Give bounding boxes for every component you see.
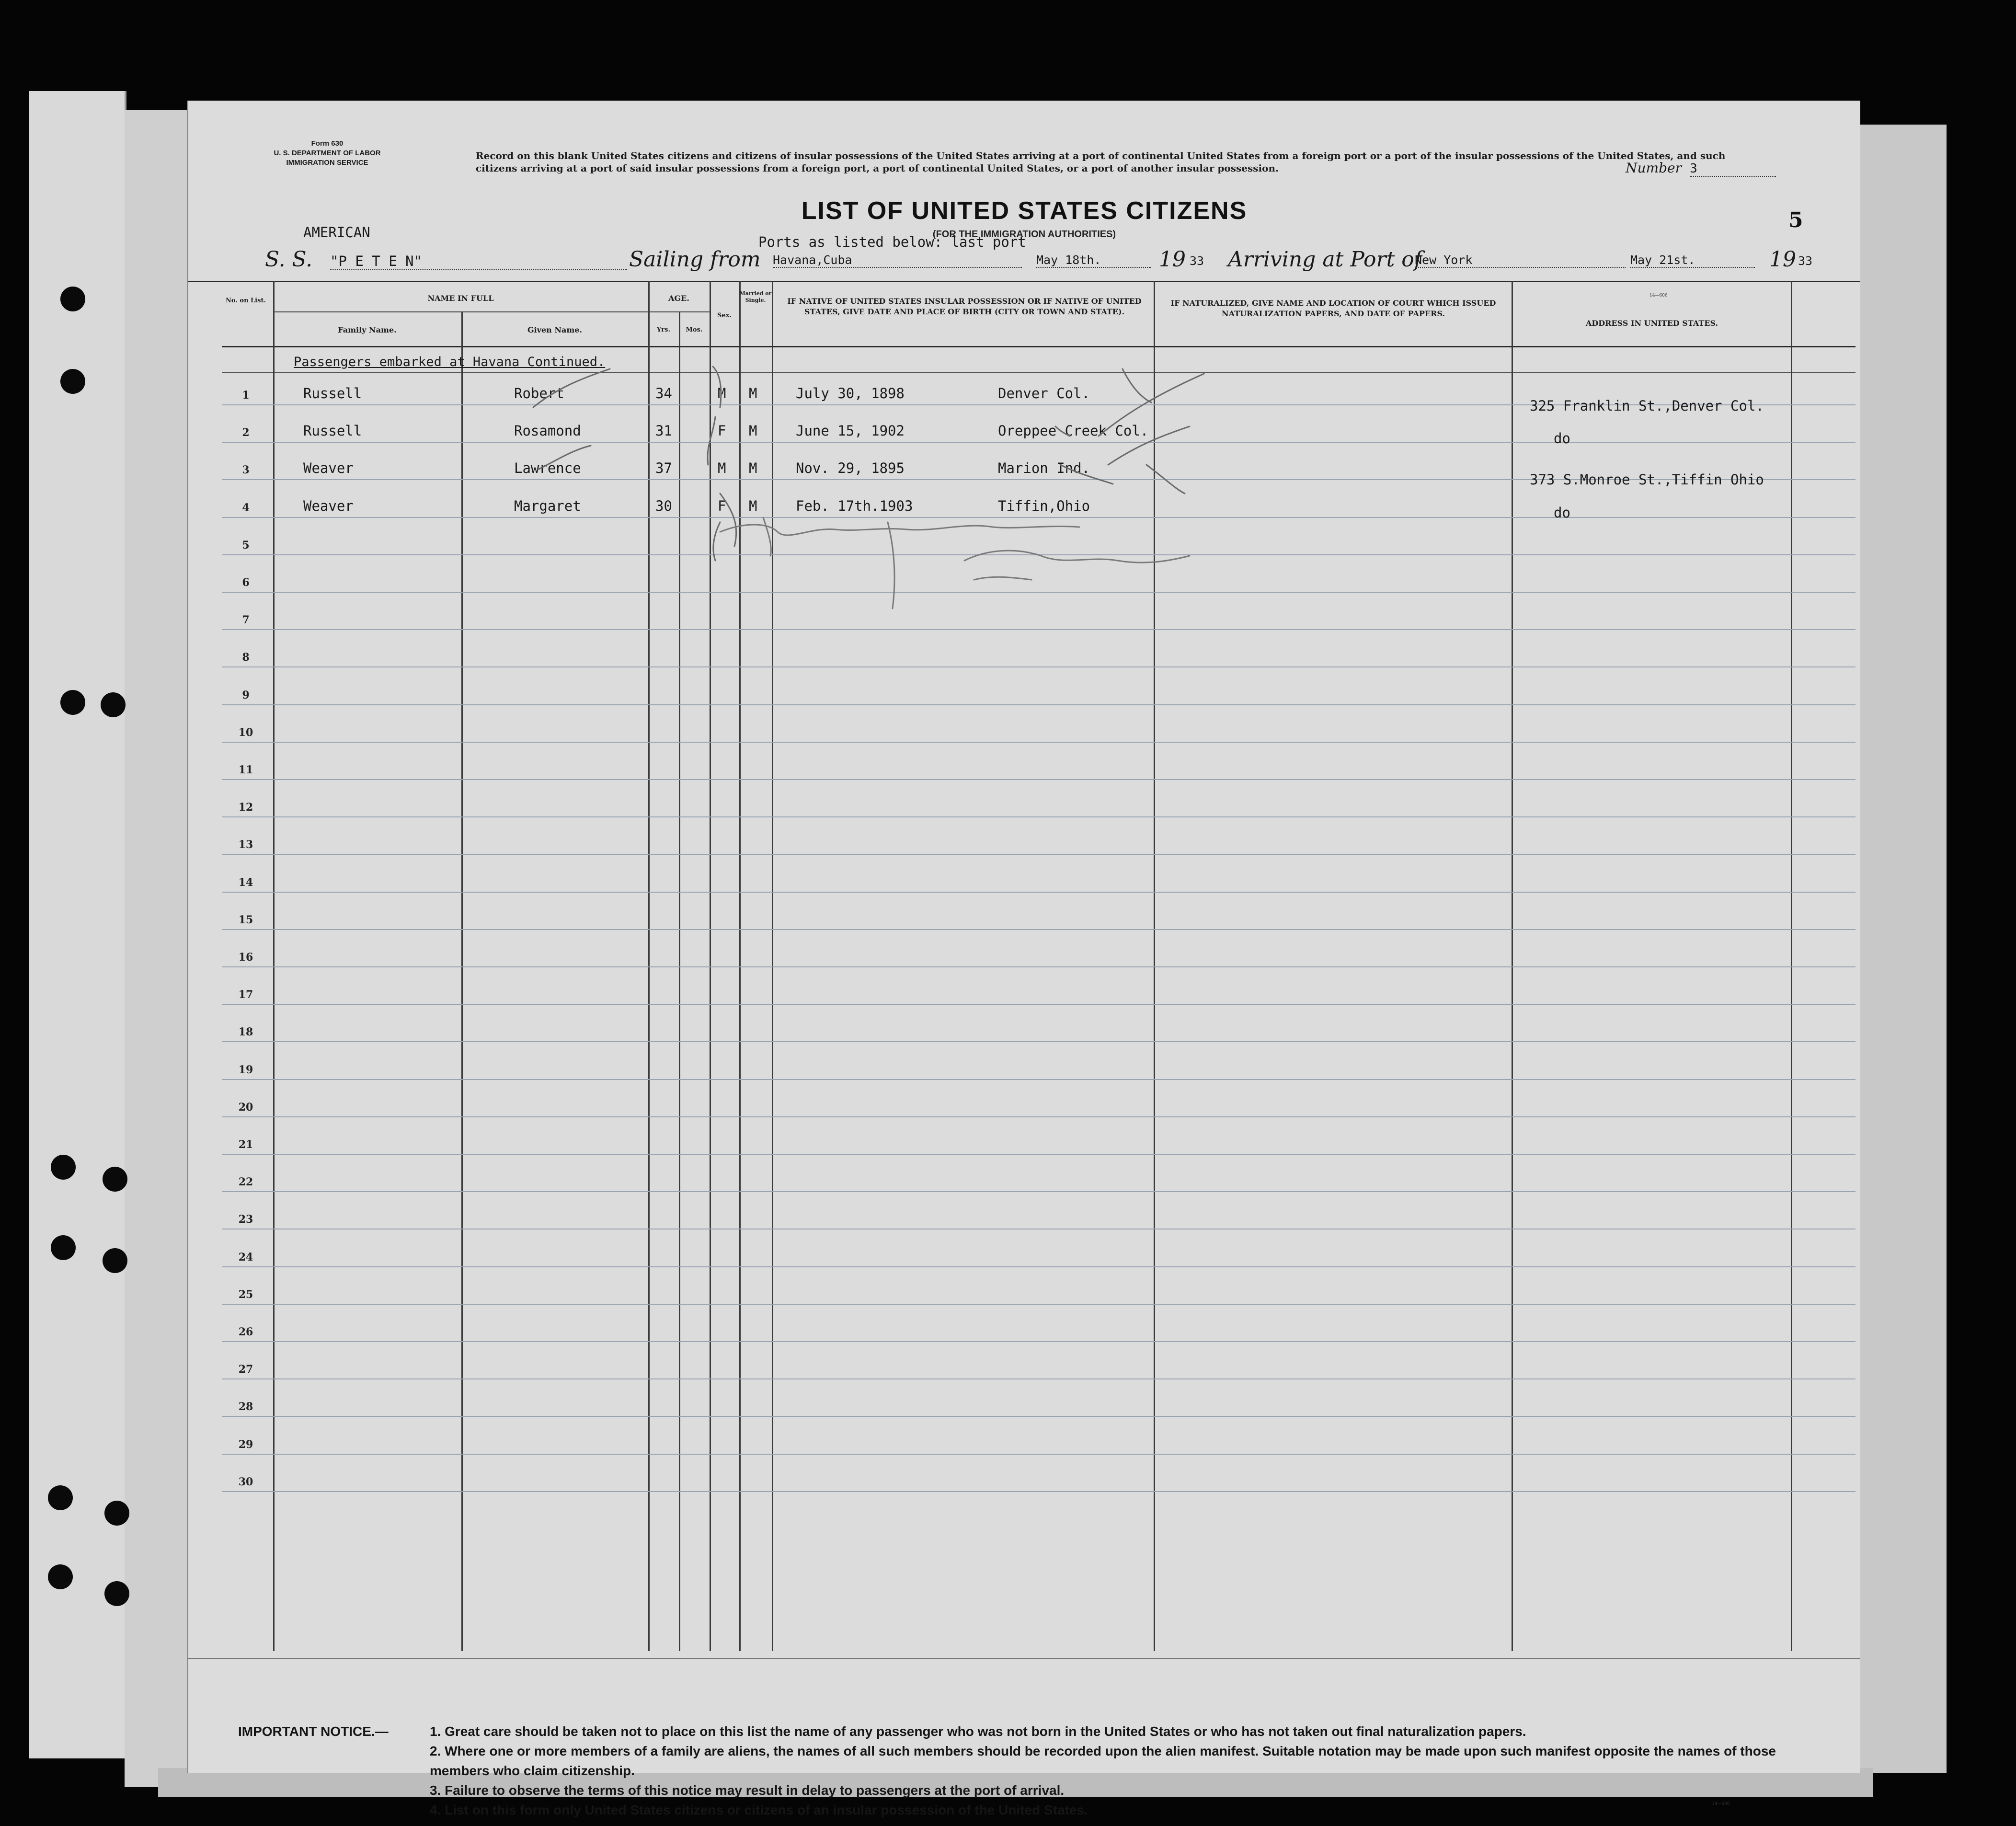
passenger-birth-date: June 15, 1902: [796, 423, 905, 439]
binder-hole: [104, 1501, 129, 1526]
row-number: 4: [242, 501, 250, 514]
row-number: 10: [238, 726, 253, 739]
passenger-address: do: [1554, 430, 1570, 447]
row-number: 2: [242, 426, 250, 439]
row-number: 29: [238, 1438, 253, 1451]
back-page-right: [1859, 125, 1947, 1773]
passenger-birth-place: Denver Col.: [998, 385, 1090, 402]
form-number: Form 630: [311, 139, 344, 148]
passenger-family-name: Russell: [303, 423, 362, 439]
binder-hole: [104, 1581, 129, 1606]
row-number: 1: [242, 389, 250, 402]
row-number: 24: [238, 1251, 253, 1263]
binder-hole: [103, 1248, 127, 1273]
passenger-given-name: Margaret: [514, 497, 581, 514]
col-given-name: Given Name.: [527, 325, 583, 334]
arrival-year-prefix: 19: [1769, 247, 1796, 272]
arrival-date: May 21st.: [1630, 253, 1755, 268]
sailing-year: 33: [1190, 254, 1204, 268]
col-family-name: Family Name.: [338, 325, 397, 334]
arrival-year: 33: [1798, 254, 1813, 268]
binder-hole: [60, 690, 85, 715]
col-name-in-full: NAME IN FULL: [427, 294, 494, 303]
binder-hole: [51, 1155, 76, 1180]
passenger-family-name: Weaver: [303, 460, 354, 477]
department-name: U. S. DEPARTMENT OF LABOR: [274, 149, 381, 157]
sailing-port: Havana,Cuba: [773, 253, 1022, 268]
passenger-birth-date: Feb. 17th.1903: [796, 497, 913, 514]
number-value: 3: [1690, 161, 1776, 177]
ship-name: "P E T E N": [330, 253, 627, 270]
notice-item-3: 3. Failure to observe the terms of this notice may result in delay to passengers at the port of arrival.: [430, 1783, 1065, 1798]
slash-mark: [1146, 465, 1185, 494]
row-number: 30: [238, 1475, 253, 1488]
col-yrs: Yrs.: [657, 326, 670, 333]
passenger-sex: M: [718, 385, 726, 402]
binder-hole: [51, 1235, 76, 1260]
print-code-bottom: 14—606: [1712, 1802, 1730, 1806]
row-number: 3: [242, 464, 250, 477]
notice-rule: [188, 1658, 1860, 1659]
row-number: 23: [238, 1213, 253, 1226]
page-number: 5: [1788, 208, 1803, 232]
slash-mark: [1108, 426, 1190, 465]
passenger-age-years: 37: [655, 460, 672, 477]
sailing-from-label: Sailing from: [629, 247, 761, 272]
col-address: ADDRESS IN UNITED STATES.: [1585, 319, 1718, 328]
tick-mark: [1060, 465, 1113, 484]
page-subtitle: (FOR THE IMMIGRATION AUTHORITIES): [932, 229, 1116, 240]
passenger-birth-place: Marion Ind.: [998, 460, 1090, 477]
arrival-port: New York: [1415, 253, 1626, 268]
notice-list: [430, 1722, 1819, 1820]
row-number: 20: [238, 1101, 253, 1114]
passenger-address: do: [1554, 504, 1570, 521]
number-label: Number: [1626, 160, 1682, 176]
notice-item-2: 2. Where one or more members of a family are aliens, the names of all such members should be recorded upon the alien manifest. Suitable notation may be made upon such manifest opposite the names of those members who claim citizenship.: [430, 1744, 1776, 1778]
row-number: 6: [242, 576, 250, 589]
passenger-marital-status: M: [749, 423, 757, 439]
passenger-birth-place: Oreppee Creek Col.: [998, 423, 1149, 439]
notice-heading: IMPORTANT NOTICE.—: [238, 1724, 389, 1739]
manifest-sheet: [187, 101, 1860, 1817]
col-no-on-list: No. on List.: [226, 297, 266, 304]
passenger-birth-date: July 30, 1898: [796, 385, 905, 402]
binder-hole: [101, 692, 126, 717]
row-number: 21: [238, 1138, 253, 1151]
binder-hole: [103, 1167, 127, 1192]
row-number: 15: [238, 913, 253, 926]
passenger-given-name: Rosamond: [514, 423, 581, 439]
row-number: 14: [238, 876, 253, 889]
passenger-marital-status: M: [749, 497, 757, 514]
check-mark: [713, 522, 720, 561]
sailing-date: May 18th.: [1036, 253, 1151, 268]
back-page-left-inner: [125, 110, 193, 1787]
passenger-given-name: Robert: [514, 385, 564, 402]
tick-mark: [538, 446, 591, 470]
check-mark: [713, 367, 721, 407]
row-number: 7: [242, 614, 250, 627]
ss-label: S. S.: [265, 247, 313, 272]
row-number: 18: [238, 1026, 253, 1039]
passenger-sex: F: [718, 423, 726, 439]
binder-hole: [60, 369, 85, 394]
row-number: 12: [238, 801, 253, 814]
passenger-age-years: 34: [655, 385, 672, 402]
passenger-address: 373 S.Monroe St.,Tiffin Ohio: [1530, 471, 1764, 488]
row-number: 25: [238, 1288, 253, 1301]
row-number: 26: [238, 1326, 253, 1338]
passenger-sex: F: [718, 497, 726, 514]
col-mos: Mos.: [686, 326, 703, 333]
notice-item-1: 1. Great care should be taken not to place on this list the name of any passenger who was not born in the United States or who has not taken out final naturalization papers.: [430, 1724, 1526, 1739]
check-mark: [720, 494, 736, 546]
service-name: IMMIGRATION SERVICE: [286, 159, 368, 167]
row-number: 11: [238, 764, 253, 776]
section-note: Passengers embarked at Havana Continued.: [294, 355, 606, 369]
sailing-year-prefix: 19: [1159, 247, 1186, 272]
row-number: 22: [238, 1176, 253, 1189]
row-number: 19: [238, 1063, 253, 1076]
page-title: LIST OF UNITED STATES CITIZENS: [801, 197, 1248, 225]
signature-inspector: [720, 517, 1190, 609]
check-mark: [1123, 369, 1151, 402]
binder-hole: [48, 1564, 73, 1589]
passenger-birth-place: Tiffin,Ohio: [998, 497, 1090, 514]
row-number: 9: [242, 689, 250, 701]
row-number: 27: [238, 1363, 253, 1376]
col-naturalized: IF NATURALIZED, GIVE NAME AND LOCATION OF COURT WHICH ISSUED NATURALIZATION PAPERS, AND DATE OF PAPERS.: [1170, 299, 1496, 318]
col-sex: Sex.: [717, 312, 732, 319]
passenger-age-years: 31: [655, 423, 672, 439]
tick-mark: [1055, 426, 1070, 436]
handwriting-marks: [188, 101, 1860, 1773]
row-number: 28: [238, 1401, 253, 1413]
record-instruction: Record on this blank United States citizens and citizens of insular possessions of the United States arriving at a port of continental United States from a foreign port or a port of the insular possessions of the United States, and such citizens arriving at a port of said insular possessions from a foreign port, a port of continental United States, or a port of another insular possession.: [476, 150, 1726, 174]
tick-mark: [533, 369, 610, 407]
notice-item-4: 4. List on this form only United States citizens or citizens of an insular possession of the United States.: [430, 1803, 1088, 1817]
row-number: 17: [238, 988, 253, 1001]
ports-note: Ports as listed below: last port: [758, 234, 1026, 250]
passenger-marital-status: M: [749, 460, 757, 477]
col-married-or-single: Married or Single.: [739, 290, 772, 303]
col-birth: IF NATIVE OF UNITED STATES INSULAR POSSESSION OR IF NATIVE OF UNITED STATES, GIVE DATE AND PLACE OF BIRTH (CITY OR TOWN AND STATE).: [787, 297, 1142, 316]
col-age: AGE.: [668, 294, 689, 303]
row-number: 16: [238, 951, 253, 964]
passenger-family-name: Weaver: [303, 497, 354, 514]
passenger-marital-status: M: [749, 385, 757, 402]
row-number: 13: [238, 838, 253, 851]
passenger-family-name: Russell: [303, 385, 362, 402]
row-number: 5: [242, 539, 250, 551]
row-number: 8: [242, 651, 250, 664]
arriving-label: Arriving at Port of: [1228, 247, 1422, 272]
passenger-birth-date: Nov. 29, 1895: [796, 460, 905, 477]
binder-hole: [60, 287, 85, 311]
nationality: AMERICAN: [303, 224, 370, 241]
passenger-sex: M: [718, 460, 726, 477]
passenger-given-name: Lawrence: [514, 460, 581, 477]
passenger-age-years: 30: [655, 497, 672, 514]
check-mark: [708, 417, 715, 465]
print-code-top: 14—606: [1649, 293, 1668, 298]
passenger-address: 325 Franklin St.,Denver Col.: [1530, 398, 1764, 414]
binder-hole: [48, 1485, 73, 1510]
